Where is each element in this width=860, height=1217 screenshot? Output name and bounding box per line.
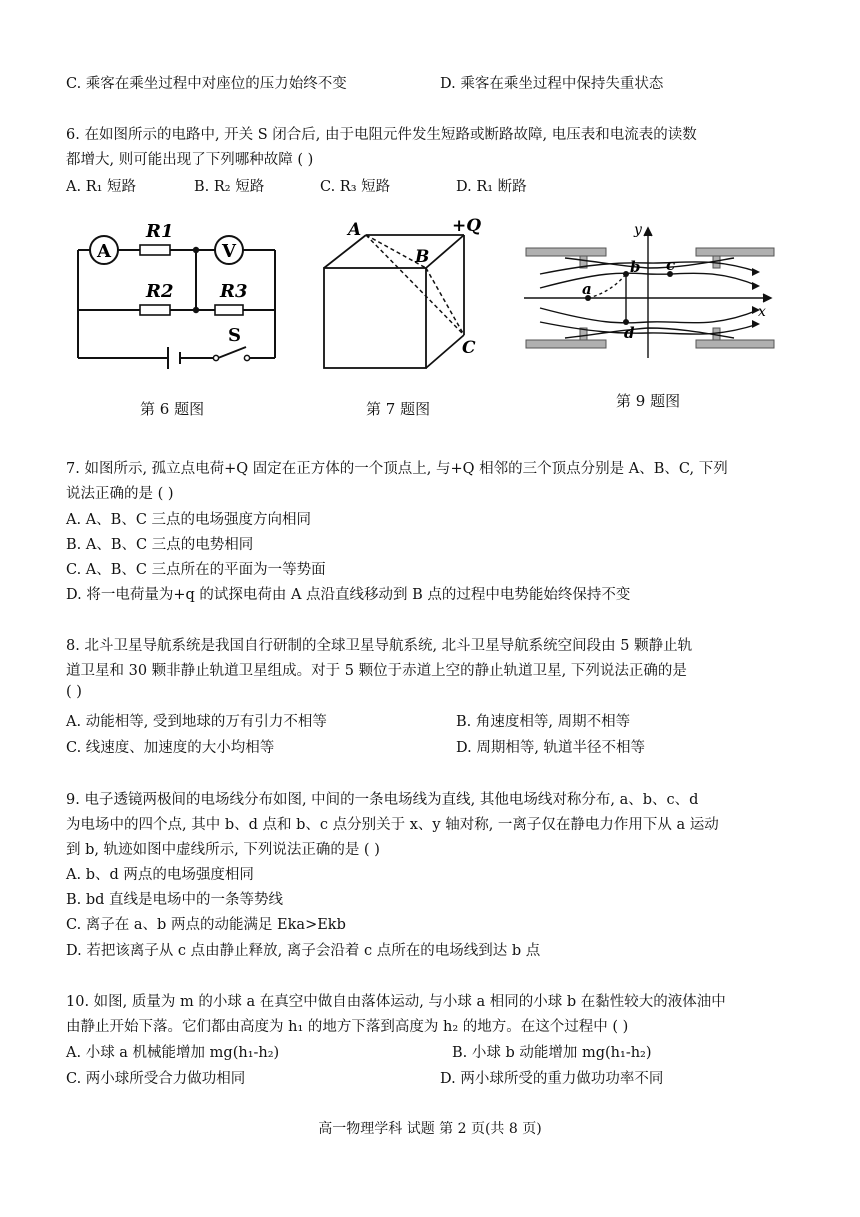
q9-option-b: B. bd 直线是电场中的一条等势线 xyxy=(66,892,284,908)
q9-stem-line3: 到 b, 轨迹如图中虚线所示, 下列说法正确的是 ( ) xyxy=(66,842,380,858)
switch-label: S xyxy=(228,325,241,346)
q8-option-c: C. 线速度、加速度的大小均相等 xyxy=(66,740,275,756)
q8-option-d: D. 周期相等, 轨道半径不相等 xyxy=(456,740,646,756)
electron-lens-figure xyxy=(520,222,780,362)
fig9-caption: 第 9 题图 xyxy=(616,392,681,410)
r2-label: R2 xyxy=(146,281,174,302)
q6-option-b: B. R₂ 短路 xyxy=(194,179,265,195)
q6-option-d: D. R₁ 断路 xyxy=(456,179,527,195)
q10-stem-line1: 10. 如图, 质量为 m 的小球 a 在真空中做自由落体运动, 与小球 a 相同的小球 b 在黏性较大的液体油中 xyxy=(66,994,726,1010)
q9-option-d: D. 若把该离子从 c 点由静止释放, 离子会沿着 c 点所在的电场线到达 b 点 xyxy=(66,943,541,959)
q7-option-c: C. A、B、C 三点所在的平面为一等势面 xyxy=(66,562,326,578)
q10-option-c: C. 两小球所受合力做功相同 xyxy=(66,1071,246,1087)
q10-stem-line2: 由静止开始下落。它们都由高度为 h₁ 的地方下落到高度为 h₂ 的地方。在这个过程中 ( ) xyxy=(66,1019,629,1035)
q8-option-a: A. 动能相等, 受到地球的万有引力不相等 xyxy=(66,714,327,730)
q7-option-d: D. 将一电荷量为+q 的试探电荷由 A 点沿直线移动到 B 点的过程中电势能始终保持不变 xyxy=(66,587,631,603)
q7-option-b: B. A、B、C 三点的电势相同 xyxy=(66,537,254,553)
q8-stem-line1: 8. 北斗卫星导航系统是我国自行研制的全球卫星导航系统, 北斗卫星导航系统空间段由 5 颗静止轨 xyxy=(66,638,693,654)
point-c-label: c xyxy=(666,256,676,274)
r1-label: R1 xyxy=(146,221,174,242)
q8-stem-line2: 道卫星和 30 颗非静止轨道卫星组成。对于 5 颗位于赤道上空的静止轨道卫星, 下列说法正确的是 xyxy=(66,663,687,679)
q8-option-b: B. 角速度相等, 周期不相等 xyxy=(456,714,631,730)
q6-stem-line1: 6. 在如图所示的电路中, 开关 S 闭合后, 由于电阻元件发生短路或断路故障, 电压表和电流表的读数 xyxy=(66,127,697,143)
q6-option-a: A. R₁ 短路 xyxy=(66,179,137,195)
voltmeter-label: V xyxy=(222,241,236,262)
q7-stem-line2: 说法正确的是 ( ) xyxy=(66,486,174,502)
fig6-caption: 第 6 题图 xyxy=(140,400,205,418)
q10-option-b: B. 小球 b 动能增加 mg(h₁-h₂) xyxy=(452,1045,652,1061)
q8-stem-line3: ( ) xyxy=(66,684,82,700)
cube-figure xyxy=(310,213,490,378)
q9-option-c: C. 离子在 a、b 两点的动能满足 Eka>Ekb xyxy=(66,917,346,933)
circuit-figure xyxy=(70,215,285,375)
q5-option-d: D. 乘客在乘坐过程中保持失重状态 xyxy=(440,76,664,92)
x-axis-label: x xyxy=(758,304,766,320)
page-footer: 高一物理学科 试题 第 2 页(共 8 页) xyxy=(318,1121,542,1137)
point-d-label: d xyxy=(624,324,635,342)
q9-option-a: A. b、d 两点的电场强度相同 xyxy=(66,867,254,883)
q6-option-c: C. R₃ 短路 xyxy=(320,179,391,195)
charge-q-label: +Q xyxy=(452,216,482,236)
fig7-caption: 第 7 题图 xyxy=(366,400,431,418)
r3-label: R3 xyxy=(220,281,248,302)
ammeter-label: A xyxy=(97,241,111,262)
vertex-c-label: C xyxy=(462,338,476,358)
q10-option-a: A. 小球 a 机械能增加 mg(h₁-h₂) xyxy=(66,1045,280,1061)
q5-option-c: C. 乘客在乘坐过程中对座位的压力始终不变 xyxy=(66,76,347,92)
y-axis-label: y xyxy=(634,222,642,238)
q10-option-d: D. 两小球所受的重力做功功率不同 xyxy=(440,1071,664,1087)
q9-stem-line1: 9. 电子透镜两极间的电场线分布如图, 中间的一条电场线为直线, 其他电场线对称分布, a、b、c、d xyxy=(66,792,699,808)
point-a-label: a xyxy=(582,280,592,298)
vertex-b-label: B xyxy=(415,247,430,267)
q9-stem-line2: 为电场中的四个点, 其中 b、d 点和 b、c 点分别关于 x、y 轴对称, 一离子仅在静电力作用下从 a 运动 xyxy=(66,817,719,833)
q6-stem-line2: 都增大, 则可能出现了下列哪种故障 ( ) xyxy=(66,152,314,168)
q7-option-a: A. A、B、C 三点的电场强度方向相同 xyxy=(66,512,312,528)
q7-stem-line1: 7. 如图所示, 孤立点电荷+Q 固定在正方体的一个顶点上, 与+Q 相邻的三个顶点分别是 A、B、C, 下列 xyxy=(66,461,728,477)
vertex-a-label: A xyxy=(348,220,362,240)
point-b-label: b xyxy=(630,258,641,276)
